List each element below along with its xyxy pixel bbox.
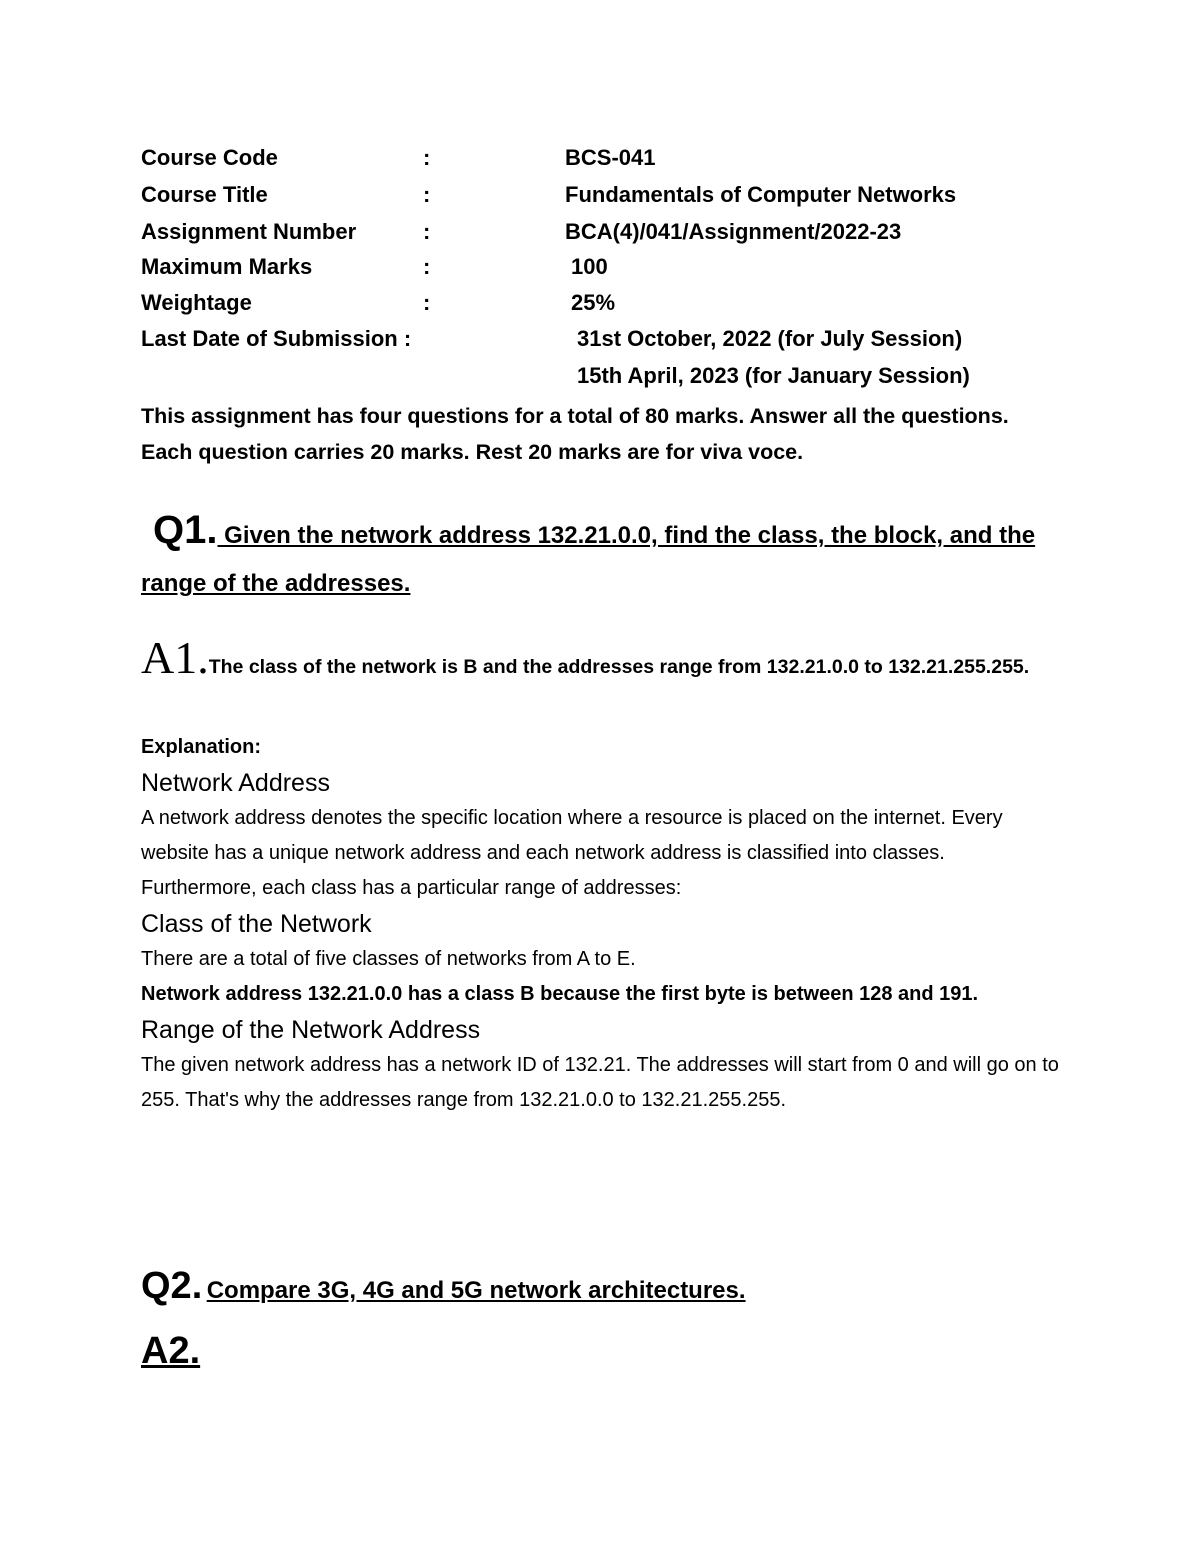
answer-2-heading: A2.: [141, 1330, 201, 1372]
info-value: Fundamentals of Computer Networks: [565, 182, 957, 207]
info-colon: :: [423, 219, 431, 244]
info-colon: :: [423, 145, 431, 170]
paragraph-bold: Network address 132.21.0.0 has a class B because the first byte is between 128 and 191.: [141, 983, 979, 1005]
info-colon: :: [423, 182, 431, 207]
section-title-class-of-network: Class of the Network: [141, 910, 372, 938]
info-label: Last Date of Submission :: [141, 326, 412, 351]
assignment-intro: This assignment has four questions for a total of 80 marks. Answer all the questions. Each question carries 20 marks. Rest 20 marks are for viva voce.: [141, 404, 1009, 464]
info-label: Maximum Marks: [141, 254, 313, 279]
question-text: Compare 3G, 4G and 5G network architectures.: [206, 1277, 746, 1304]
section-title-range: Range of the Network Address: [141, 1016, 481, 1044]
paragraph: There are a total of five classes of networks from A to E.: [141, 948, 636, 970]
paragraph: Furthermore, each class has a particular range of addresses:: [141, 877, 682, 899]
info-value: 25%: [571, 290, 616, 315]
answer-summary-text: The class of the network is B and the addresses range from 132.21.0.0 to 132.21.255.255.: [208, 656, 1030, 678]
answer-1-body: [141, 730, 1061, 1118]
answer-number: A1.: [141, 632, 209, 683]
question-text: Given the network address 132.21.0.0, find the class, the block, and the range of the addresses.: [141, 522, 1036, 597]
section-title-network-address: Network Address: [141, 769, 330, 797]
question-number: Q1.: [153, 508, 218, 552]
paragraph: A network address denotes the specific location where a resource is placed on the internet. Every website has a unique network address and each network address is classified into classes.: [141, 807, 1003, 864]
info-label: Weightage: [141, 290, 252, 315]
question-2: [141, 1262, 1081, 1318]
info-label: Assignment Number: [141, 219, 357, 244]
info-value: BCS-041: [565, 145, 656, 170]
question-number: Q2.: [141, 1265, 203, 1307]
info-value: 15th April, 2023 (for January Session): [577, 363, 970, 388]
info-colon: :: [423, 254, 431, 279]
info-label: Course Code: [141, 145, 278, 170]
question-1: [141, 506, 1081, 608]
info-colon: :: [423, 290, 431, 315]
info-value: 31st October, 2022 (for July Session): [577, 326, 963, 351]
info-value: 100: [571, 254, 608, 279]
explanation-label: Explanation:: [141, 736, 262, 758]
info-value: BCA(4)/041/Assignment/2022-23: [565, 219, 902, 244]
paragraph: The given network address has a network ID of 132.21. The addresses will start from 0 and will go on to 255. That's why the addresses range from 132.21.0.0 to 132.21.255.255.: [141, 1054, 1059, 1111]
info-label: Course Title: [141, 182, 268, 207]
answer-1-summary: [141, 632, 1081, 685]
